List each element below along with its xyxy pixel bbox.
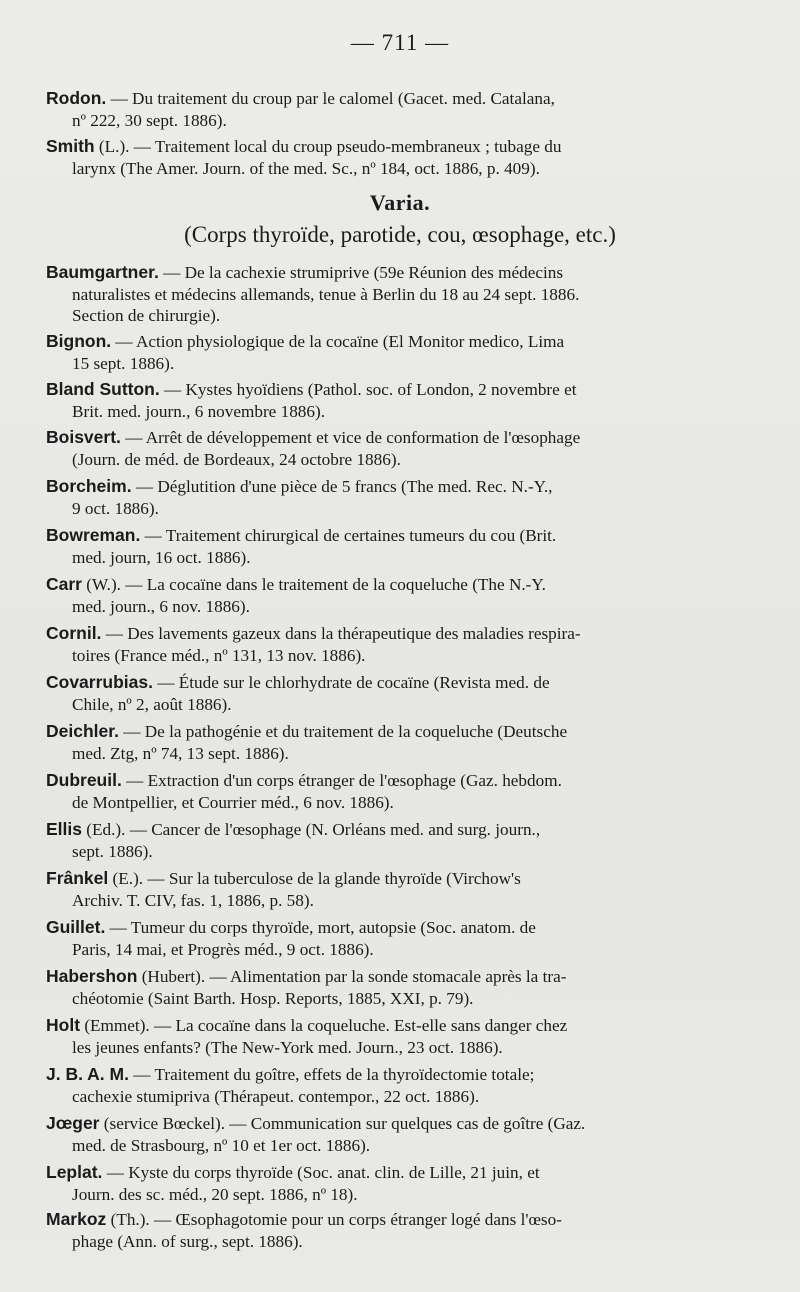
entry-author: Covarrubias. [46,672,153,692]
entry-text-continued: Paris, 14 mai, et Progrès méd., 9 oct. 1886). [72,939,374,959]
entry-text: — Tumeur du corps thyroïde, mort, autopsie (Soc. anatom. de [105,918,536,937]
entry-text: — Kystes hyoïdiens (Pathol. soc. of London, 2 novembre et [159,380,577,399]
entry-text-continued: Section de chirurgie). [72,306,221,325]
entry-text: — Des lavements gazeux dans la thérapeutique des maladies respira- [101,624,581,643]
entry-author: Carr [46,574,82,594]
entry-text-continued: naturalistes et médecins allemands, tenue à Berlin du 18 au 24 sept. 1886. [72,284,580,304]
entry-text: (L.). — Traitement local du croup pseudo-membraneux ; tubage du [94,137,562,156]
bibliography-entry [46,476,754,519]
entry-text-continued: med. journ., 6 nov. 1886). [72,596,250,616]
bibliography-entry [46,262,754,327]
entry-text: — Extraction d'un corps étranger de l'œsophage (Gaz. hebdom. [121,771,562,790]
entry-text-continued: chéotomie (Saint Barth. Hosp. Reports, 1885, XXI, p. 79). [72,988,474,1008]
entry-text-continued: Brit. med. journ., 6 novembre 1886). [72,401,325,421]
entry-text: (Emmet). — La cocaïne dans la coqueluche. Est-elle sans danger chez [80,1016,568,1035]
bibliography-entry [46,427,754,470]
bibliography-entry [46,966,754,1009]
page-number: — 711 — [350,30,450,55]
entry-text: — Étude sur le chlorhydrate de cocaïne (Revista med. de [152,673,550,692]
entry-text: (Ed.). — Cancer de l'œsophage (N. Orléans med. and surg. journ., [82,820,541,839]
entry-text: — Du traitement du croup par le calomel (Gacet. med. Catalana, [106,89,555,108]
entry-text-continued: med. Ztg, nº 74, 13 sept. 1886). [72,743,289,763]
entry-text-continued: phage (Ann. of surg., sept. 1886). [72,1231,303,1251]
bibliography-entry [46,88,754,131]
entry-text-continued: toires (France méd., nº 131, 13 nov. 1886). [72,645,366,665]
entry-text: (E.). — Sur la tuberculose de la glande thyroïde (Virchow's [108,869,521,888]
entry-text-continued: 9 oct. 1886). [72,498,159,518]
entry-author: Bignon. [46,331,112,351]
bibliography-entry [46,868,754,911]
entry-text: — De la cachexie strumiprive (59e Réunion des médecins [158,263,564,282]
entry-text: — Kyste du corps thyroïde (Soc. anat. clin. de Lille, 21 juin, et [102,1163,540,1182]
entry-text: — Traitement chirurgical de certaines tumeurs du cou (Brit. [140,526,557,545]
entry-author: Markoz [46,1209,107,1229]
entry-author: Baumgartner. [46,262,159,282]
entry-author: Cornil. [46,623,102,643]
entry-author: Leplat. [46,1162,103,1182]
entry-text-continued: larynx (The Amer. Journ. of the med. Sc., nº 184, oct. 1886, p. 409). [72,158,540,178]
entry-author: Deichler. [46,721,119,741]
bibliography-entry [46,574,754,617]
entry-author: Bowreman. [46,525,141,545]
entry-text-continued: Chile, nº 2, août 1886). [72,694,232,714]
bibliography-entry [46,623,754,666]
bibliography-entry [46,1209,754,1252]
entry-text: — Traitement du goître, effets de la thyroïdectomie totale; [128,1065,535,1084]
bibliography-entry [46,672,754,715]
entry-author: Jœger [46,1113,100,1133]
bibliography-entry [46,525,754,568]
bibliography-entry [46,770,754,813]
entry-text: (Hubert). — Alimentation par la sonde stomacale après la tra- [137,967,567,986]
entry-text-continued: de Montpellier, et Courrier méd., 6 nov. 1886). [72,792,394,812]
entry-author: Rodon. [46,88,107,108]
entry-author: Ellis [46,819,82,839]
entry-text-continued: les jeunes enfants? (The New-York med. Journ., 23 oct. 1886). [72,1037,503,1057]
entry-text-continued: cachexie stumipriva (Thérapeut. contempor., 22 oct. 1886). [72,1086,480,1106]
entry-text-continued: med. de Strasbourg, nº 10 et 1er oct. 1886). [72,1135,371,1155]
entry-author: Borcheim. [46,476,132,496]
entry-text: (W.). — La cocaïne dans le traitement de la coqueluche (The N.-Y. [82,575,546,594]
entry-author: Frânkel [46,868,109,888]
section-subtitle: (Corps thyroïde, parotide, cou, œsophage, etc.) [184,222,616,247]
entry-text-continued: Archiv. T. CIV, fas. 1, 1886, p. 58). [72,890,314,910]
entry-author: Bland Sutton. [46,379,160,399]
bibliography-entry [46,721,754,764]
entry-author: Guillet. [46,917,106,937]
entry-author: Smith [46,136,95,156]
entry-author: J. B. A. M. [46,1064,129,1084]
bibliography-entry [46,1162,754,1205]
entry-author: Holt [46,1015,81,1035]
entry-text: — De la pathogénie et du traitement de la coqueluche (Deutsche [118,722,568,741]
entry-text: — Arrêt de développement et vice de conformation de l'œsophage [120,428,581,447]
entry-text-continued: Journ. des sc. méd., 20 sept. 1886, nº 18). [72,1184,358,1204]
entry-text-continued: sept. 1886). [72,841,153,861]
entry-text-continued: med. journ, 16 oct. 1886). [72,547,251,567]
bibliography-entry [46,1113,754,1156]
bibliography-entry [46,819,754,862]
bibliography-entry [46,136,754,179]
entry-text-continued: nº 222, 30 sept. 1886). [72,110,227,130]
bibliography-entry [46,1015,754,1058]
entry-text: — Déglutition d'une pièce de 5 francs (The med. Rec. N.-Y., [131,477,553,496]
entry-author: Habershon [46,966,138,986]
bibliography-entry [46,1064,754,1107]
bibliography-entry [46,379,754,422]
entry-text-continued: (Journ. de méd. de Bordeaux, 24 octobre 1886). [72,449,401,469]
entry-text: (service Bœckel). — Communication sur quelques cas de goître (Gaz. [99,1114,586,1133]
bibliography-entry [46,917,754,960]
entry-author: Dubreuil. [46,770,122,790]
section-title: Varia. [369,190,431,215]
entry-text-continued: 15 sept. 1886). [72,353,175,373]
entry-author: Boisvert. [46,427,121,447]
entry-text: — Action physiologique de la cocaïne (El Monitor medico, Lima [111,332,565,351]
entry-text: (Th.). — Œsophagotomie pour un corps étranger logé dans l'œso- [106,1210,562,1229]
bibliography-entry [46,331,754,374]
